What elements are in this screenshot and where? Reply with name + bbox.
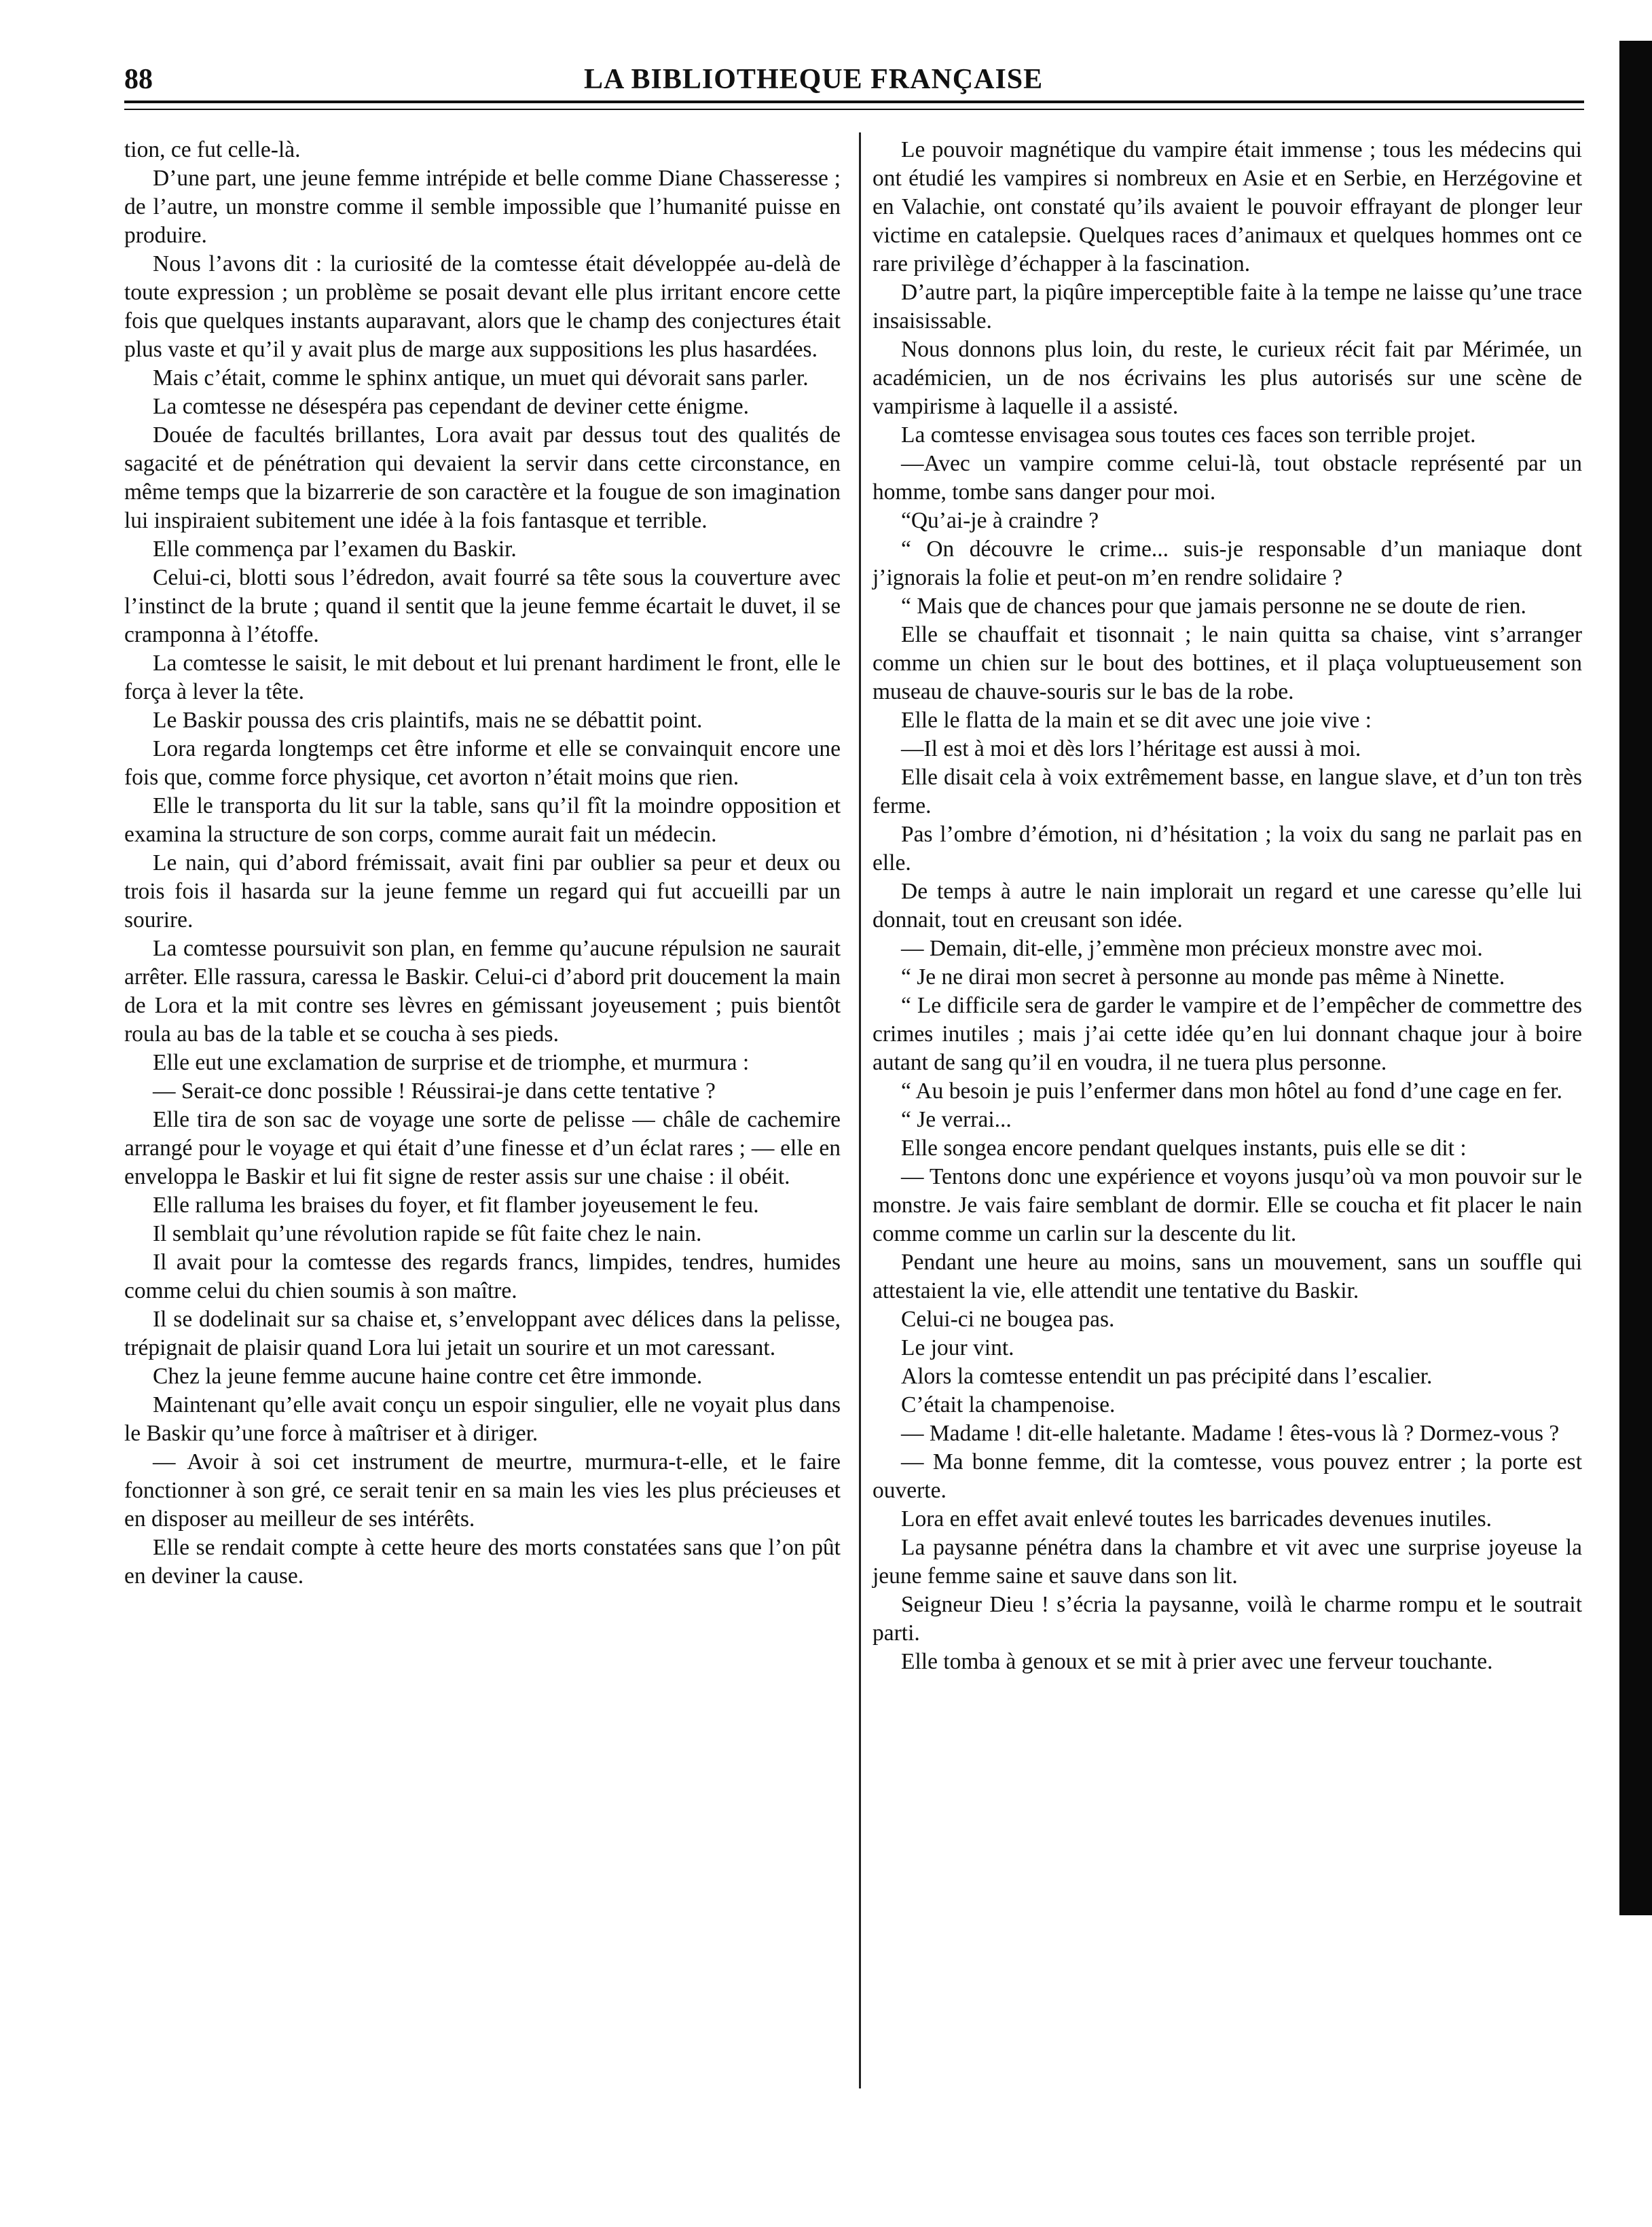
paragraph: “ On découvre le crime... suis-je responsable d’un maniaque dont j’ignorais la folie et peut-on m’en rendre solidaire ?	[873, 537, 1582, 590]
paragraph: Il semblait qu’une révolution rapide se fût faite chez le nain.	[153, 1221, 702, 1246]
running-title: LA BIBLIOTHEQUE FRANÇAISE	[584, 64, 1044, 95]
paragraph: “ Mais que de chances pour que jamais personne ne se doute de rien.	[901, 594, 1526, 619]
header-rule-thin	[124, 109, 1584, 110]
paragraph: — Tentons donc une expérience et voyons jusqu’où va mon pouvoir sur le monstre. Je vais faire semblant de dormir. Elle se coucha et fit placer le nain comme comme un carlin sur la descente du lit.	[873, 1164, 1582, 1246]
paragraph: Pas l’ombre d’émotion, ni d’hésitation ; la voix du sang ne parlait pas en elle.	[873, 822, 1582, 875]
paragraph: Celui-ci, blotti sous l’édredon, avait fourré sa tête sous la couverture avec l’instinct de la brute ; quand il sentit que la jeune femme écartait le duvet, il se cramponna à l’étoffe.	[124, 565, 841, 647]
paragraph: — Madame ! dit-elle haletante. Madame ! êtes-vous là ? Dormez-vous ?	[901, 1421, 1560, 1446]
paragraph: D’une part, une jeune femme intrépide et belle comme Diane Chasseresse ; de l’autre, un monstre comme il semble impossible que l’humanité puisse en produire.	[124, 166, 841, 248]
paragraph: Chez la jeune femme aucune haine contre cet être immonde.	[153, 1364, 703, 1389]
paragraph: Seigneur Dieu ! s’écria la paysanne, voilà le charme rompu et le soutrait parti.	[873, 1592, 1582, 1646]
paragraph: Elle tomba à genoux et se mit à prier avec une ferveur touchante.	[901, 1649, 1493, 1674]
column-divider	[859, 132, 861, 2088]
paragraph: —Il est à moi et dès lors l’héritage est aussi à moi.	[901, 736, 1361, 761]
paragraph: Elle ralluma les braises du foyer, et fit flamber joyeusement le feu.	[153, 1193, 759, 1218]
paragraph: Celui-ci ne bougea pas.	[901, 1307, 1115, 1332]
paragraph: La comtesse envisagea sous toutes ces faces son terrible projet.	[901, 422, 1476, 448]
header-rule-thick	[124, 101, 1584, 103]
paragraph: Elle tira de son sac de voyage une sorte de pelisse — châle de cachemire arrangé pour le voyage et qui était d’une finesse et d’un éclat rares ; — elle en enveloppa le Baskir et lui fit signe de rester assis sur une chaise : il obéit.	[124, 1107, 841, 1189]
paragraph: Nous donnons plus loin, du reste, le curieux récit fait par Mérimée, un académicien, un de nos écrivains les plus autorisés sur une scène de vampirisme à laquelle il a assisté.	[873, 337, 1582, 419]
paragraph: —Avec un vampire comme celui-là, tout obstacle représenté par un homme, tombe sans danger pour moi.	[873, 451, 1582, 505]
paragraph: La comtesse poursuivit son plan, en femme qu’aucune répulsion ne saurait arrêter. Elle rassura, caressa le Baskir. Celui-ci d’abord prit doucement la main de Lora et la mit contre ses lèvres en gémissant joyeusement ; puis bientôt roula au bas de la table et se coucha à ses pieds.	[124, 936, 841, 1047]
scan-edge-bar	[1619, 41, 1652, 1915]
paragraph: Le jour vint.	[901, 1335, 1014, 1360]
paragraph: Maintenant qu’elle avait conçu un espoir singulier, elle ne voyait plus dans le Baskir qu’une force à maîtriser et à diriger.	[124, 1392, 841, 1446]
paragraph: Il se dodelinait sur sa chaise et, s’enveloppant avec délices dans la pelisse, trépignait de plaisir quand Lora lui jetait un sourire et un mot caressant.	[124, 1307, 841, 1360]
paragraph: “Qu’ai-je à craindre ?	[901, 508, 1099, 533]
paragraph: “ Je ne dirai mon secret à personne au monde pas même à Ninette.	[901, 964, 1505, 990]
paragraph: Il avait pour la comtesse des regards francs, limpides, tendres, humides comme celui du chien soumis à son maître.	[124, 1250, 841, 1303]
paragraph: “ Je verrai...	[901, 1107, 1012, 1132]
paragraph: Nous l’avons dit : la curiosité de la comtesse était développée au-delà de toute expression ; un problème se posait devant elle plus irritant encore cette fois que quelques instants auparavant, alors que le champ des conjectures était plus vaste et qu’il y avait plus de marge aux suppositions les plus hasardées.	[124, 251, 841, 362]
paragraph: La comtesse ne désespéra pas cependant de deviner cette énigme.	[153, 394, 750, 419]
paragraph: Le Baskir poussa des cris plaintifs, mais ne se débattit point.	[153, 708, 703, 733]
paragraph: — Avoir à soi cet instrument de meurtre, murmura-t-elle, et le faire fonctionner à son gré, ce serait tenir en sa main les vies les plus précieuses et en disposer au meilleur de ses intérêts.	[124, 1449, 841, 1532]
paragraph: D’autre part, la piqûre imperceptible faite à la tempe ne laisse qu’une trace insaisissable.	[873, 280, 1582, 333]
paragraph: Le pouvoir magnétique du vampire était immense ; tous les médecins qui ont étudié les vampires si nombreux en Asie et en Serbie, en Herzégovine et en Valachie, ont constaté qu’ils avaient le pouvoir effrayant de plonger leur victime en catalepsie. Quelques races d’animaux et quelques hommes ont ce rare privilège d’échapper à la fascination.	[873, 137, 1582, 276]
paragraph: La paysanne pénétra dans la chambre et vit avec une surprise joyeuse la jeune femme saine et sauve dans son lit.	[873, 1535, 1582, 1589]
paragraph: Elle eut une exclamation de surprise et de triomphe, et murmura :	[153, 1050, 750, 1075]
paragraph: Douée de facultés brillantes, Lora avait par dessus tout des qualités de sagacité et de pénétration qui devaient la servir dans cette circonstance, en même temps que la bizarrerie de son caractère et la fougue de son imagination lui inspiraient subitement une idée à la fois fantasque et terrible.	[124, 422, 841, 533]
paragraph: De temps à autre le nain implorait un regard et une caresse qu’elle lui donnait, tout en creusant son idée.	[873, 879, 1582, 933]
paragraph: Elle songea encore pendant quelques instants, puis elle se dit :	[901, 1136, 1467, 1161]
page-number: 88	[124, 64, 153, 95]
paragraph: Lora en effet avait enlevé toutes les barricades devenues inutiles.	[901, 1506, 1492, 1532]
paragraph: Elle disait cela à voix extrêmement basse, en langue slave, et d’un ton très ferme.	[873, 765, 1582, 818]
paragraph: — Serait-ce donc possible ! Réussirai-je dans cette tentative ?	[153, 1079, 716, 1104]
paragraph: “ Au besoin je puis l’enfermer dans mon hôtel au fond d’une cage en fer.	[901, 1079, 1562, 1104]
paragraph: Mais c’était, comme le sphinx antique, un muet qui dévorait sans parler.	[153, 365, 809, 391]
paragraph: La comtesse le saisit, le mit debout et lui prenant hardiment le front, elle le força à lever la tête.	[124, 651, 841, 704]
paragraph: C’était la champenoise.	[901, 1392, 1116, 1417]
paragraph: Elle le flatta de la main et se dit avec une joie vive :	[901, 708, 1372, 733]
paragraph: tion, ce fut celle-là.	[124, 137, 301, 162]
paragraph: Lora regarda longtemps cet être informe et elle se convainquit encore une fois que, comme force physique, cet avorton n’était moins que rien.	[124, 736, 841, 790]
paragraph: Le nain, qui d’abord frémissait, avait fini par oublier sa peur et deux ou trois fois il hasarda sur la jeune femme un regard qui fut accueilli par un sourire.	[124, 850, 841, 933]
paragraph: “ Le difficile sera de garder le vampire et de l’empêcher de commettre des crimes inutiles ; mais j’ai cette idée qu’en lui donnant chaque jour à boire autant de sang qu’il en voudra, il ne tuera plus personne.	[873, 993, 1582, 1075]
paragraph: — Demain, dit-elle, j’emmène mon précieux monstre avec moi.	[901, 936, 1483, 961]
paragraph: Elle le transporta du lit sur la table, sans qu’il fît la moindre opposition et examina la structure de son corps, comme aurait fait un médecin.	[124, 793, 841, 847]
paragraph: Elle se rendait compte à cette heure des morts constatées sans que l’on pût en deviner la cause.	[124, 1535, 841, 1589]
paragraph: Elle commença par l’examen du Baskir.	[153, 537, 517, 562]
right-column	[873, 136, 1582, 1676]
paragraph: Alors la comtesse entendit un pas précipité dans l’escalier.	[901, 1364, 1433, 1389]
paragraph: — Ma bonne femme, dit la comtesse, vous pouvez entrer ; la porte est ouverte.	[873, 1449, 1582, 1503]
paragraph: Pendant une heure au moins, sans un mouvement, sans un souffle qui attestaient la vie, elle attendit une tentative du Baskir.	[873, 1250, 1582, 1303]
left-column	[124, 136, 841, 1591]
paragraph: Elle se chauffait et tisonnait ; le nain quitta sa chaise, vint s’arranger comme un chien sur le bout des bottines, et il plaça voluptueusement son museau de chauve-souris sur le bas de la robe.	[873, 622, 1582, 704]
